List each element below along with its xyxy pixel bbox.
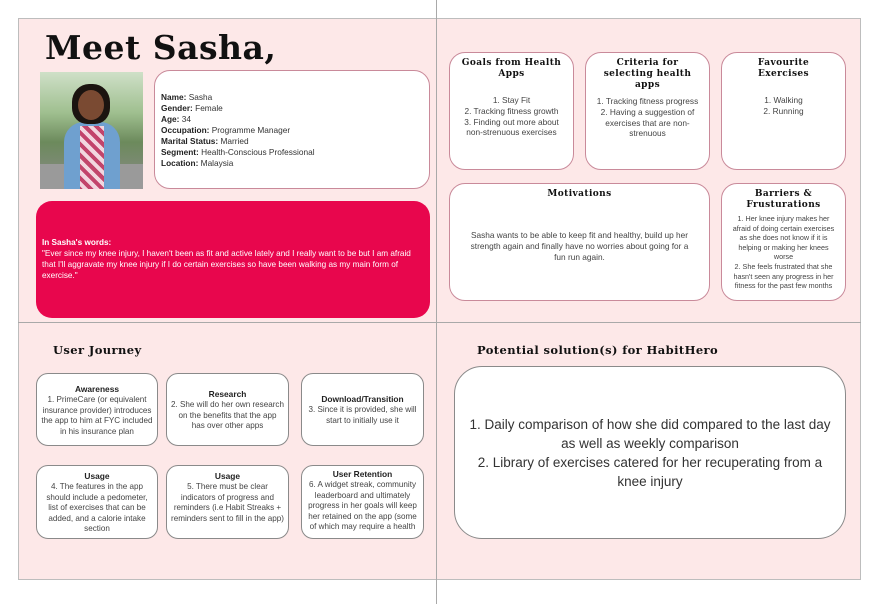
journey-step-text: 6. A widget streak, community leaderboard and ultimately progress in her goals will keep her retained on the app (some of which may require a health [308,480,417,532]
journey-step-title: Download/Transition [321,394,404,404]
journey-step-title: Usage [214,471,241,481]
criteria-item: 1. Tracking fitness progress [596,96,699,106]
quote-text: "Ever since my knee injury, I haven't been as fit and active lately and I really want to be but I am afraid that I'll aggravate my knee injury if I do certain exercises so have been walking as my main form of exercise." [42,249,411,280]
journey-step-title: Usage [84,471,110,481]
barriers-item: 2. She feels frustrated that she hasn't seen any progress in her fitness for the past few months [733,261,834,291]
barriers-card [721,183,846,301]
motivations-text: Sasha wants to be able to keep fit and healthy, build up her strength again and finally have no worries about going for a fun run again. [470,230,689,262]
journey-step-download [301,373,424,446]
profile-location: Location: Malaysia [161,158,234,168]
journey-step-title: Research [208,389,247,399]
goals-item: 1. Stay Fit [492,95,531,105]
journey-step-research [166,373,289,446]
horizontal-divider [18,322,861,323]
goals-item: 3. Finding out more about non-strenuous exercises [464,116,559,138]
favourite-item: 2. Running [763,105,804,116]
favourite-title: Favourite Exercises [757,58,810,79]
motivations-card [449,183,710,301]
vertical-divider [436,0,437,604]
journey-step-retention [301,465,424,539]
criteria-title: Criteria for selecting health apps [603,58,692,90]
criteria-card [585,52,710,170]
criteria-item: 2. Having a suggestion of exercises that are non-strenuous [600,106,695,139]
barriers-title: Barriers & Frusturations [746,189,821,210]
goals-item: 2. Tracking fitness growth [464,105,559,116]
page-title: Meet Sasha, [45,28,277,67]
goals-title: Goals from Health Apps [461,58,562,79]
journey-step-text: 5. There must be clear indicators of progress and reminders (i.e Habit Streaks + reminders sent to fill in the app) [171,482,284,523]
profile-occupation: Occupation: Programme Manager [161,125,291,135]
journey-step-usage-2 [166,465,289,539]
profile-marital: Marital Status: Married [161,136,249,146]
profile-card [154,70,430,189]
quote-label: In Sasha's words: [42,238,112,247]
journey-step-title: User Retention [332,469,393,479]
profile-gender: Gender: Female [161,103,223,113]
journey-step-text: 2. She will do her own research on the benefits that the app has over other apps [171,400,284,431]
solution-item: 2. Library of exercises catered for her recuperating from a knee injury [477,455,823,489]
profile-age: Age: 34 [161,114,191,124]
solution-item: 1. Daily comparison of how she did compared to the last day as well as weekly comparison [469,417,831,451]
motivations-title: Motivations [547,189,612,199]
persona-photo [40,72,143,189]
profile-segment: Segment: Health-Conscious Professional [161,147,315,157]
journey-step-awareness [36,373,158,446]
quote-card [36,201,430,318]
favourite-exercises-card [721,52,846,170]
journey-step-title: Awareness [74,384,120,394]
journey-step-text: 1. PrimeCare (or equivalent insurance provider) introduces the app to him at FYC included in his insurance plan [41,395,153,436]
favourite-item: 1. Walking [764,95,803,105]
journey-step-text: 4. The features in the app should include a pedometer, list of exercises that can be added, and a calorie intake section [46,482,148,534]
user-journey-title: User Journey [53,343,142,357]
journey-step-text: 3. Since it is provided, she will start to initially use it [308,405,417,425]
profile-name: Name: Sasha [161,92,213,102]
solution-title: Potential solution(s) for HabitHero [477,343,719,357]
barriers-item: 1. Her knee injury makes her afraid of doing certain exercises as she does not know if it is helping or making her knees worse [732,214,835,262]
goals-card [449,52,574,170]
journey-step-usage-1 [36,465,158,539]
solution-card [454,366,846,539]
